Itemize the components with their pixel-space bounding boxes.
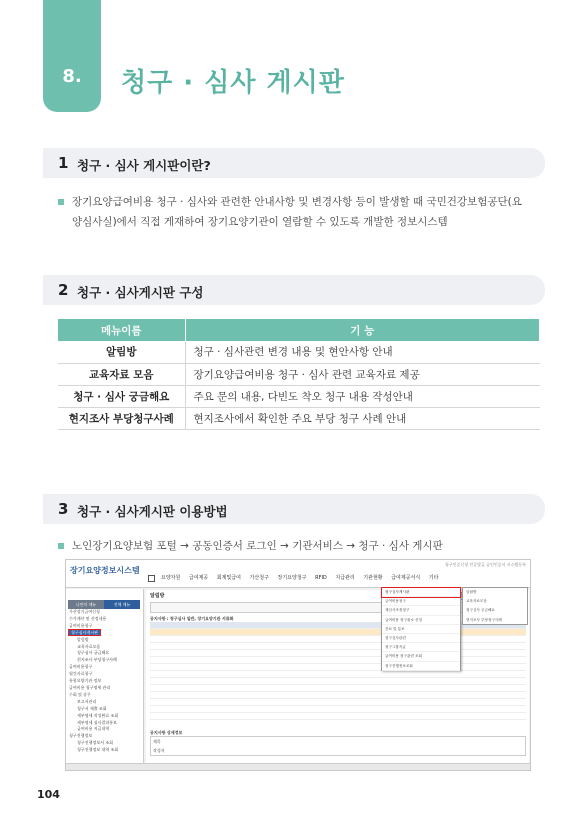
table-row [58,341,540,363]
tree-item: 세부명세 심사결과통보 [77,719,117,725]
tree-item: 청구서 제출 조회 [77,705,107,711]
tree-item: 청구진행정보서 조회 [77,740,114,746]
menu-item: 요양자원 [161,575,181,581]
portal-screenshot [65,559,531,771]
tree-item: 급여비용 청구명세 관리 [69,684,111,690]
menu-item: 지급관리 [335,575,355,581]
table-cell-menu: 청구 · 심사 궁금해요 [58,385,185,407]
page-title: 청구 · 심사 게시판 [121,68,345,98]
tree-item: 보고서관리 [77,698,97,704]
grid-row [150,678,526,685]
tree-item: 수회 및 송무 [69,691,91,697]
dropdown-item: 청구진행정보조회 [382,662,460,671]
menu-item: 기관현황 [363,575,383,581]
grid-row [150,636,526,643]
section-title: 청구 · 심사게시판 이용방법 [77,504,228,519]
dropdown-item: 급여비용청구 [382,597,460,606]
dropdown-item: 알림방 [466,590,477,594]
menu-item: RFID [315,575,327,581]
tree-item: 청구진행정보 내역 조회 [77,747,119,753]
table-cell-menu: 교육자료 모음 [58,363,185,385]
notice-grid [150,622,526,720]
detail-label: 제목 [153,739,161,744]
menu-dropdown [381,587,461,671]
grid-row [150,706,526,713]
bullet-line: 장기요양급여비용 청구 · 심사와 관련한 안내사항 및 변경사항 등이 발생할 때 국민건강보험공단(요 [72,196,522,208]
tree-item: 청구심사 궁금해요 [77,650,110,656]
screenshot-top-links: 청구인증신청 인증발급 공인인증서 시스템등록 [444,562,526,567]
menu-item: 회계및급여 [216,575,241,581]
menu-item: 급여제공 [188,575,209,581]
dropdown-item: 교육자료모음 [466,599,487,604]
tree-item: 현지조사 부당청구사례 [77,657,117,663]
tree-item: 교육자료모음 [77,643,101,649]
table-cell-menu: 현지조사 부당청구사례 [58,407,185,429]
dropdown-item: 청구그룹지급 [382,643,460,652]
screenshot-status-bar [66,763,531,771]
screenshot-header [66,560,531,588]
section-3-bullet [58,536,443,556]
section-number: 2 [58,281,69,299]
tree-item-highlighted: 청구심사게시판 [71,629,99,635]
tree-item: 급여비용청구 [69,622,93,628]
tree-item: 통합요양기관 정보 [69,678,102,684]
section-3-header [43,494,545,524]
table-header: 기 능 [185,319,540,341]
bullet-line: 양심사실)에서 직접 게재하여 장기요양기관이 열람할 수 있도록 개발한 정보시스템 [72,216,448,228]
menu-item: 기타 [428,575,439,581]
dropdown-item: 급여비용 청구관련 조회 [382,652,460,661]
sidebar-tab: 전체 메뉴 [104,600,140,609]
screenshot-sidebar [66,589,144,771]
tree-item: 가산장기급여신청 [69,609,100,614]
submenu-dropdown [462,587,528,625]
detail-label: 작성자 [153,748,165,753]
list-title: 공지사항 : 청구심사 일반, 장기요양기관 서류화 [150,616,234,621]
table-cell-function: 주요 문의 내용, 다빈도 착오 청구 내용 작성안내 [185,385,540,407]
dropdown-item: 재심사조정청구 [382,606,460,615]
tree-item: 급여비용 지급내역 [77,726,110,732]
section-1-header [43,148,545,178]
dropdown-item: 진료 및 통보 [382,625,460,634]
detail-panel [150,736,526,756]
table-cell-function: 청구 · 심사관련 변경 내용 및 현안사항 안내 [185,341,540,363]
grid-row [150,643,526,650]
section-1-bullet [58,192,522,232]
menu-item: 장기요양청구 [277,575,307,581]
page-number: 104 [37,788,60,801]
sidebar-tree [69,609,118,754]
chapter-number: 8. [62,66,82,87]
table-row [58,363,540,385]
section-title: 청구 · 심사게시판 구성 [77,285,204,300]
chapter-tab [43,0,101,112]
menu-item: 급여제공서식 [391,575,421,581]
table-cell-function: 현지조사에서 확인한 주요 부당 청구 사례 안내 [185,407,540,429]
home-icon [148,575,155,582]
menu-table [58,319,540,430]
section-title: 청구 · 심사 게시판이란? [77,158,211,173]
table-row [58,385,540,407]
section-2-header [43,275,545,305]
screen-title: 알림방 [150,593,165,599]
dropdown-item-highlighted: 청구심사게시판 [382,588,460,597]
grid-row [150,664,526,671]
grid-row [150,657,526,664]
tree-item: 알림방 [77,636,89,642]
dropdown-item: 청구심사 궁금해요 [466,608,495,613]
dropdown-item: 급여비용 청구취소 신청 [382,616,460,625]
tree-item: 월간자료청구 [69,671,93,677]
section-number: 1 [58,154,69,172]
dropdown-item: 청구심사관련 [382,634,460,643]
dropdown-item: 현지조사 부당청구사례 [466,617,502,622]
tree-item: 수가계산 및 산정내용 [69,615,107,621]
grid-row [150,650,526,657]
bullet-square-icon [58,199,64,205]
table-row [58,407,540,429]
grid-row [150,692,526,699]
screenshot-brand: 장기요양정보시스템 [70,566,140,575]
sidebar-tabs [68,591,142,607]
sidebar-tab: 나만의 메뉴 [68,600,104,609]
bullet-line: 노인장기요양보험 포털 → 공동인증서 로그인 → 기관서비스 → 청구 · 심사 게시판 [72,540,443,552]
tree-item: 급여비용청구 [69,664,93,670]
screenshot-menu-bar [161,574,445,581]
detail-title: 공지사항 상세정보 [150,730,183,735]
tree-item: 세부명세 작성완료 조회 [77,712,119,718]
grid-row-selected [150,629,526,636]
section-number: 3 [58,500,69,518]
grid-row [150,671,526,678]
bullet-square-icon [58,543,64,549]
table-header-row [58,319,540,341]
grid-row [150,713,526,720]
table-header: 메뉴이름 [58,319,185,341]
grid-row [150,685,526,692]
table-cell-function: 장기요양급여비용 청구 · 심사 관련 교육자료 제공 [185,363,540,385]
menu-item: 가산청구 [249,575,269,581]
grid-row [150,699,526,706]
table-cell-menu: 알림방 [58,341,185,363]
tree-item: 청구진행정보 [69,733,93,739]
